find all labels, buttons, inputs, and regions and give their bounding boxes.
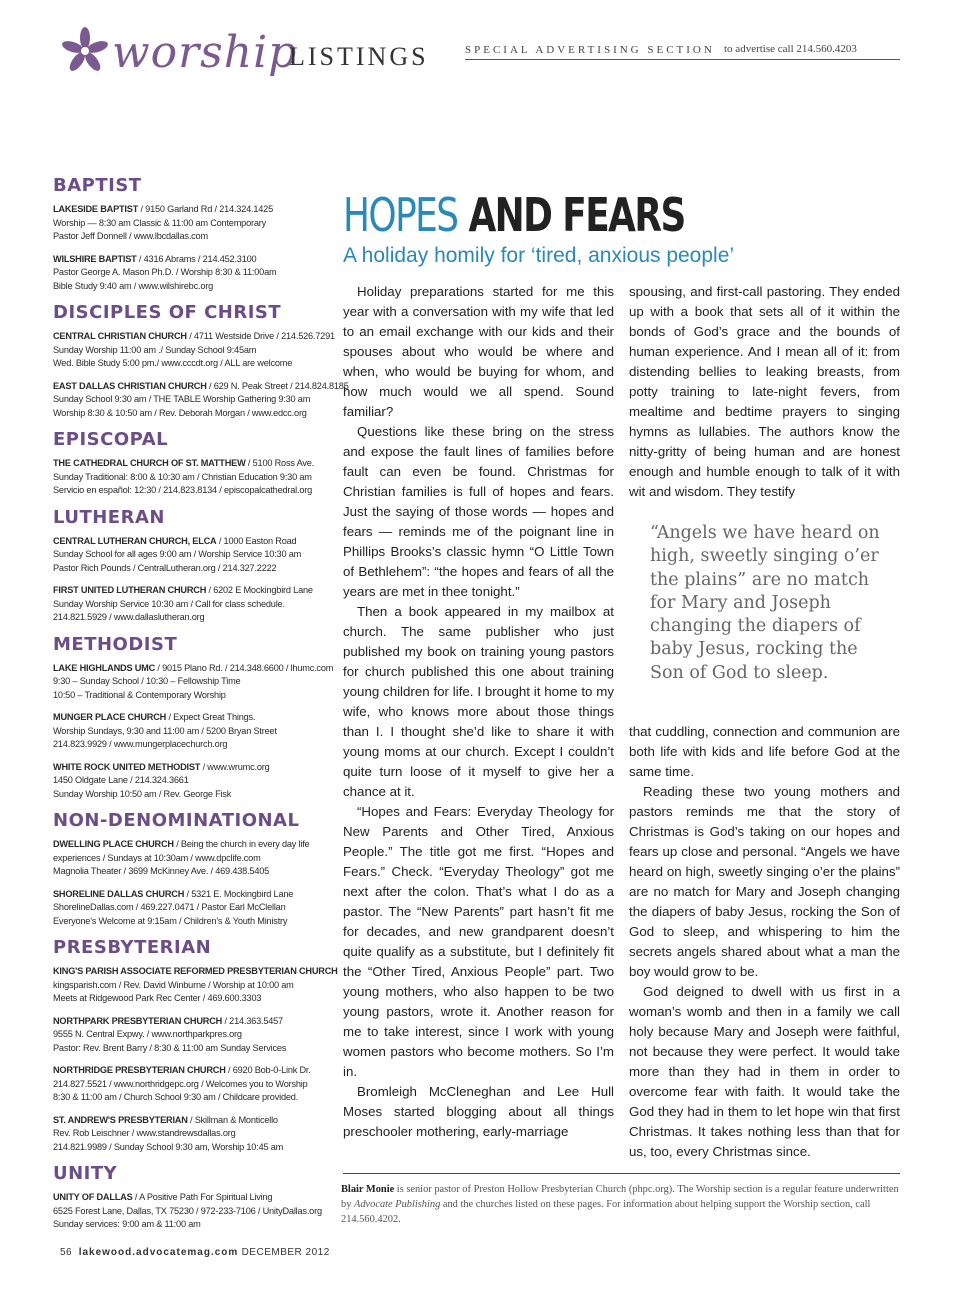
church-detail-line: Pastor Jeff Donnell / www.lbcdallas.com	[53, 231, 208, 241]
church-name: KING'S PARISH ASSOCIATE REFORMED PRESBYTERIAN CHURCH	[53, 966, 338, 976]
church-listing	[53, 584, 338, 625]
denomination-heading: LUTHERAN	[53, 506, 165, 528]
church-detail-line: 8:30 & 11:00 am / Church School 9:30 am / Childcare provided.	[53, 1092, 299, 1102]
page-number: 56	[60, 1247, 73, 1258]
church-name-line	[53, 203, 338, 217]
footer-issue: DECEMBER 2012	[241, 1247, 330, 1258]
article-paragraph: Reading these two young mothers and pastors reminds me that the story of Christmas is God’s taking on our hopes and fears up close and personal. “Angels we have heard on high, sweetly singing o’er the plains” are no match for Mary and Joseph changing the diapers of baby Jesus, rocking the Son of God to sleep, and whispering to him the secrets angels shared about what a man the boy would grow to be.	[629, 784, 900, 979]
church-detail-line: Worship 8:30 & 10:50 am / Rev. Deborah Morgan / www.edcc.org	[53, 407, 307, 418]
church-detail-line: Sunday services: 9:00 am & 11:00 am	[53, 1219, 201, 1229]
church-address: / A Positive Path For Spiritual Living	[132, 1192, 273, 1202]
church-address: / 4316 Abrams / 214.452.3100	[136, 253, 257, 264]
church-name: FIRST UNITED LUTHERAN CHURCH	[53, 585, 207, 595]
church-name-line	[53, 253, 338, 267]
church-detail-line: kingsparish.com / Rev. David Winburne / Worship at 10:00 am	[53, 979, 294, 990]
church-detail-line: Pastor George A. Mason Ph.D. / Worship 8:30 & 11:00am	[53, 267, 277, 277]
bio-publisher: Advocate Publishing	[354, 1199, 441, 1210]
church-detail-line: Sunday Traditional: 8:00 & 10:30 am / Christian Education 9:30 am	[53, 471, 312, 482]
section-label: SPECIAL ADVERTISING SECTION	[465, 44, 715, 56]
article-paragraph: that cuddling, connection and communion are both life with kids and life before God at the same time.	[629, 724, 900, 779]
bio-text: is senior pastor of Preston Hollow Presbyterian Church (phpc.org). The Worship section is a regular feature underwritten by	[341, 1184, 899, 1210]
church-name-line	[53, 1064, 338, 1078]
article-column-2-bottom	[629, 722, 900, 1162]
church-name: EAST DALLAS CHRISTIAN CHURCH	[53, 380, 207, 391]
church-detail-line: Worship — 8:30 am Classic & 11:00 am Contemporary	[53, 217, 267, 228]
church-detail-line: 1450 Oldgate Lane / 214.324.3661	[53, 775, 189, 785]
church-name-line	[53, 584, 338, 598]
denomination-heading: UNITY	[53, 1163, 118, 1184]
bio-tail: and the churches listed on these pages. For information about helping support the Worship section, call 214.560.4202.	[341, 1199, 871, 1225]
denomination-heading: EPISCOPAL	[53, 429, 169, 450]
flower-logo-icon	[60, 26, 110, 76]
church-name-line	[53, 761, 338, 775]
article-header	[343, 188, 900, 267]
church-detail-line: Sunday School 9:30 am / THE TABLE Worship Gathering 9:30 am	[53, 394, 311, 404]
church-address: / 4711 Westside Drive / 214.526.7291	[186, 331, 335, 341]
church-address: / www.wrumc.org	[200, 761, 270, 772]
page-header	[60, 26, 900, 82]
article-paragraph: “Hopes and Fears: Everyday Theology for New Parents and Other Tired, Anxious People.” The title got me first. “Hopes and Fears.” Check. “Everyday Theology” got me next after the colon. That’s what I do as a pastor. The “New Parents” part hasn’t fit me for decades, and new grandparent doesn’t quite qualify as a substitute, but I definitely fit the “Other Tired, Anxious People” part. Two young mothers, who also happen to be two young pastors, wrote it. Another reason for me to take interest, since I work with young women pastors who become mothers. So I’m in.	[343, 804, 614, 1079]
church-detail-line: Pastor: Rev. Brent Barry / 8:30 & 11:00 am Sunday Services	[53, 1042, 287, 1053]
denomination-heading: NON-DENOMINATIONAL	[53, 810, 300, 831]
church-name: CENTRAL LUTHERAN CHURCH, ELCA	[53, 535, 217, 546]
author-name: Blair Monie	[341, 1184, 395, 1195]
church-detail-line: Worship Sundays, 9:30 and 11:00 am / 5200 Bryan Street	[53, 725, 277, 736]
church-detail-line: 214.827.5521 / www.northridgepc.org / Welcomes you to Worship	[53, 1078, 308, 1089]
article-subtitle: A holiday homily for ‘tired, anxious people’	[343, 244, 735, 267]
church-listing	[53, 380, 349, 421]
church-detail-line: Sunday Worship 11:00 am ./ Sunday School 9:45am	[53, 344, 257, 355]
church-detail-line: Sunday Worship 10:50 am / Rev. George Fisk	[53, 788, 232, 799]
church-listing	[53, 330, 338, 371]
church-listing	[53, 838, 338, 879]
church-name: UNITY OF DALLAS	[53, 1192, 133, 1202]
church-detail-line: experiences / Sundays at 10:30am / www.dpclife.com	[53, 852, 261, 863]
church-address: / 6920 Bob-0-Link Dr.	[225, 1065, 311, 1075]
church-name-line	[53, 838, 338, 852]
title-and-fears: AND FEARS	[457, 188, 685, 242]
listings-wordmark: LISTINGS	[289, 42, 429, 71]
church-detail-line: Rev. Rob Leischner / www.standrewsdallas.org	[53, 1128, 236, 1138]
church-listing	[53, 761, 338, 802]
article-paragraph: spousing, and first-call pastoring. They ended up with a book that sets all of it within the bonds of God’s grace and the bounds of human experience. And I mean all of it: from distending bellies to leaking breasts, from potty training to late-night fevers, from mealtime and bedtime prayers to singing hymns as lullabies. The authors know the nitty-gritty of being human and are honest enough and humble enough to talk of it with wit and wisdom. They testify	[629, 284, 900, 499]
church-name: WHITE ROCK UNITED METHODIST	[53, 761, 201, 772]
church-listing	[53, 965, 338, 1006]
church-address: / Expect Great Things.	[166, 712, 256, 722]
church-name-line	[53, 1015, 338, 1029]
church-name: NORTHPARK PRESBYTERIAN CHURCH	[53, 1015, 223, 1026]
church-name: ST. ANDREW'S PRESBYTERIAN	[53, 1114, 188, 1125]
church-name: WILSHIRE BAPTIST	[53, 253, 137, 264]
denomination-heading: PRESBYTERIAN	[53, 937, 212, 958]
church-name-line	[53, 711, 338, 725]
church-detail-line: Meets at Ridgewood Park Rec Center / 469.600.3303	[53, 993, 262, 1003]
article-paragraph: Questions like these bring on the stress and expose the fault lines of families before fault can even be found. Christmas for Christian families is full of hopes and fears. Just the saying of those words — hopes and fears — reminds me of the poignant line in Phillips Brooks’s classic hymn “O Little Town of Bethlehem”: “the hopes and fears of all the years are met in thee tonight.”	[343, 424, 614, 599]
church-address: / 214.363.5457	[222, 1015, 283, 1026]
author-bio	[341, 1182, 901, 1227]
church-detail-line: Pastor Rich Pounds / CentralLutheran.org / 214.327.2222	[53, 562, 277, 573]
article-column-1	[343, 282, 614, 1142]
church-detail-line: Sunday School for all ages 9:00 am / Worship Service 10:30 am	[53, 549, 302, 559]
church-name-line	[53, 535, 338, 549]
church-detail-line: 6525 Forest Lane, Dallas, TX 75230 / 972-233-7106 / UnityDallas.org	[53, 1205, 322, 1216]
church-name-line	[53, 1114, 338, 1128]
church-name: LAKE HIGHLANDS UMC	[53, 662, 156, 673]
church-name: MUNGER PLACE CHURCH	[53, 712, 167, 722]
church-listings	[53, 175, 349, 1241]
article-paragraph: Bromleigh McCleneghan and Lee Hull Moses started blogging about all things preschooler mothering, early-marriage	[343, 1084, 614, 1139]
church-address: / Being the church in every day life	[173, 839, 310, 849]
article-column-2-top	[629, 282, 900, 502]
church-listing	[53, 203, 338, 244]
denomination-heading: METHODIST	[53, 633, 178, 655]
church-listing	[53, 1114, 338, 1155]
church-detail-line: 9:30 – Sunday School / 10:30 – Fellowship Time	[53, 676, 241, 686]
church-detail-line: Everyone's Welcome at 9:15am / Children's & Youth Ministry	[53, 915, 288, 926]
church-address: / 5100 Ross Ave.	[245, 458, 315, 468]
advertise-contact: to advertise call 214.560.4203	[724, 43, 857, 55]
church-detail-line: ShorelineDallas.com / 469.227.0471 / Pastor Earl McClellan	[53, 902, 286, 912]
church-name-line	[53, 380, 349, 394]
church-name: NORTHRIDGE PRESBYTERIAN CHURCH	[53, 1065, 226, 1075]
church-detail-line: Sunday Worship Service 10:30 am / Call for class schedule.	[53, 598, 285, 609]
church-name: SHORELINE DALLAS CHURCH	[53, 888, 185, 899]
church-detail-line: Servicio en español: 12:30 / 214.823.8134 / episcopalcathedral.org	[53, 485, 313, 495]
church-name-line	[53, 662, 338, 676]
church-address: / 9015 Plano Rd. / 214.348.6600 / lhumc.com	[155, 662, 334, 673]
denomination-heading: DISCIPLES OF CHRIST	[53, 302, 282, 323]
church-detail-line: 214.821.9989 / Sunday School 9:30 am, Worship 10:45 am	[53, 1141, 284, 1152]
church-detail-line: 214.823.9929 / www.mungerplacechurch.org	[53, 739, 228, 749]
church-listing	[53, 711, 338, 752]
header-rule	[465, 59, 900, 60]
church-address: / 1000 Easton Road	[216, 535, 297, 546]
page-footer	[60, 1247, 330, 1258]
title-hopes: HOPES	[343, 188, 458, 242]
church-name-line	[53, 888, 338, 902]
church-listing	[53, 1015, 338, 1056]
worship-wordmark: worship	[112, 27, 298, 78]
article-paragraph: God deigned to dwell with us first in a woman’s womb and then in a family we call holy because Mary and Joseph were faithful, not because they were perfect. It would take more than they had in them in order to overcome fear with faith. It would take the God they had in them to let hope win that first Christmas. It takes nothing less than that for us, too, every Christmas since.	[629, 984, 900, 1159]
church-listing	[53, 253, 338, 294]
article-paragraph: Holiday preparations started for me this year with a conversation with my wife that led to an email exchange with our kids and their spouses about who would be where and when, who would be buying for whom, and how much would we all spend. Sound familiar?	[343, 284, 614, 419]
church-address: / 5321 E. Mockingbird Lane	[184, 888, 294, 899]
church-detail-line: Bible Study 9:40 am / www.wilshirebc.org	[53, 280, 213, 291]
church-name-line	[53, 1191, 338, 1205]
church-name-line	[53, 457, 338, 471]
bio-divider	[343, 1173, 900, 1174]
church-address: / 9150 Garland Rd / 214.324.1425	[138, 204, 274, 214]
church-name-line	[53, 965, 338, 979]
church-listing	[53, 457, 338, 498]
article-title	[343, 190, 777, 240]
church-name: THE CATHEDRAL CHURCH OF ST. MATTHEW	[53, 458, 246, 468]
church-listing	[53, 662, 338, 703]
church-listing	[53, 535, 338, 576]
footer-site-link[interactable]: lakewood.advocatemag.com	[78, 1247, 239, 1258]
denomination-heading: BAPTIST	[53, 175, 142, 196]
church-detail-line: Magnolia Theater / 3699 McKinney Ave. / 469.438.5405	[53, 866, 270, 876]
church-listing	[53, 1064, 338, 1105]
church-detail-line: Wed. Bible Study 5:00 pm./ www.cccdt.org / ALL are welcome	[53, 358, 293, 368]
church-name: CENTRAL CHRISTIAN CHURCH	[53, 331, 187, 341]
church-listing	[53, 888, 338, 929]
article-paragraph: Then a book appeared in my mailbox at church. The same publisher who just published my book on training young pastors for church published this one about training young children for life. I brought it home to my wife, who knows more about those things than I. I thought she’d like to share it with young moms at our church. Except I couldn’t quite turn loose of it myself to give her a chance at it.	[343, 604, 614, 799]
church-detail-line: 214.821.5929 / www.dallaslutheran.org	[53, 612, 205, 622]
church-name-line	[53, 330, 338, 344]
church-address: / 6202 E Mockingbird Lane	[206, 585, 313, 595]
church-address: / 629 N. Peak Street / 214.824.8185	[206, 380, 349, 391]
church-detail-line: 9555 N. Central Expwy. / www.northparkpres.org	[53, 1029, 242, 1039]
church-listing	[53, 1191, 338, 1232]
church-address: / Skillman & Monticello	[187, 1114, 278, 1125]
church-name: LAKESIDE BAPTIST	[53, 204, 139, 214]
church-name: DWELLING PLACE CHURCH	[53, 839, 174, 849]
church-detail-line: 10:50 – Traditional & Contemporary Worship	[53, 689, 226, 700]
pull-quote: “Angels we have heard on high, sweetly singing o’er the plains” are no match for Mary and Joseph changing the diapers of baby Jesus, rocking the Son of God to sleep.	[650, 523, 880, 683]
